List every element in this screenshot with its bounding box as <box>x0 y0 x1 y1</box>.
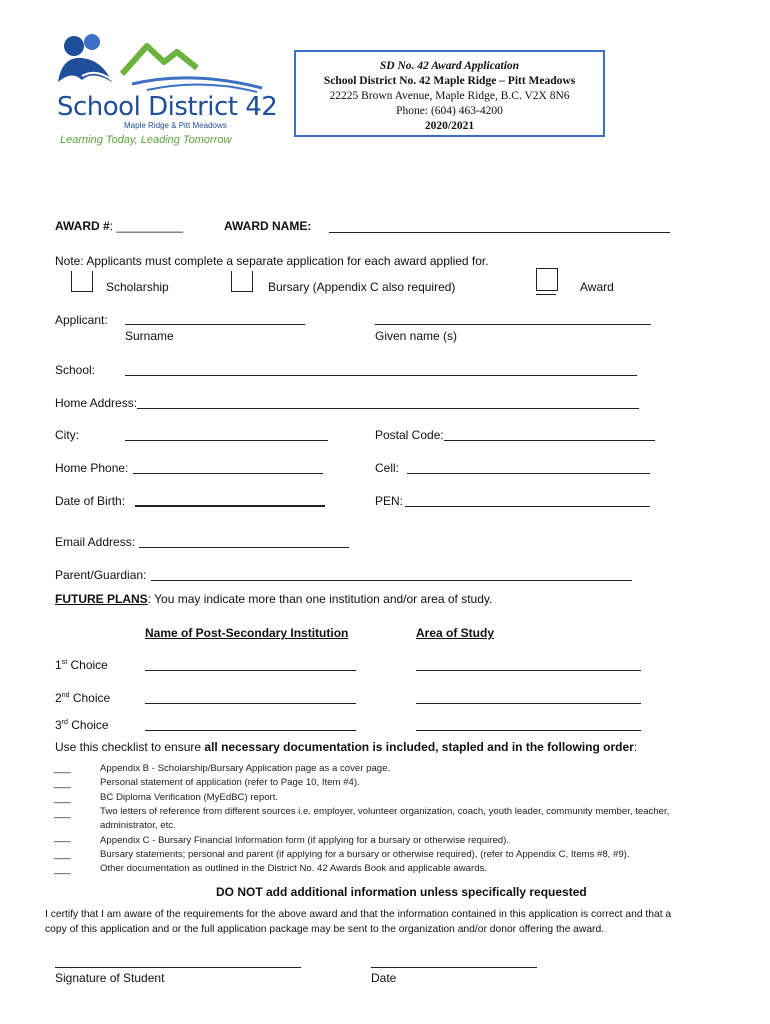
note-text: Note: Applicants must complete a separate application for each award applied for. <box>55 254 489 268</box>
award-name-line[interactable] <box>329 232 670 233</box>
given-name-line[interactable] <box>375 324 651 325</box>
signature-line[interactable] <box>55 967 301 968</box>
signature-label: Signature of Student <box>55 971 165 985</box>
date-line[interactable] <box>371 967 537 968</box>
certify-line-2: copy of this application and or the full application package may be sent to the organization and/or donor offering the award. <box>45 924 605 935</box>
date-label: Date <box>371 971 397 985</box>
surname-label: Surname <box>125 329 174 343</box>
award-number-blank: : __________ <box>109 219 184 233</box>
choice-2-institution-line[interactable] <box>145 703 356 704</box>
check-blank[interactable]: ___ <box>54 763 71 774</box>
city-label: City: <box>55 428 79 442</box>
check-blank[interactable]: ___ <box>54 793 71 804</box>
check-blank[interactable]: ___ <box>54 849 71 860</box>
award-number-field[interactable] <box>55 219 183 233</box>
choice-3-institution-line[interactable] <box>145 730 356 731</box>
checklist-item: administrator, etc. <box>100 820 176 831</box>
header-box <box>294 50 605 137</box>
cell-label: Cell: <box>375 461 400 475</box>
home-phone-label: Home Phone: <box>55 461 129 475</box>
logo-graphic-icon <box>52 32 267 96</box>
certify-line-1: I certify that I am aware of the requirements for the above award and that the information contained in this application is correct and that a <box>45 909 672 920</box>
school-label: School: <box>55 363 96 377</box>
checklist-item: Other documentation as outlined in the District No. 42 Awards Book and applicable awards. <box>100 863 487 874</box>
logo-name: School District 42 <box>57 92 278 122</box>
dob-line[interactable] <box>135 505 325 507</box>
school-line[interactable] <box>125 375 637 376</box>
checklist-item: Bursary statements; personal and parent (if applying for a bursary or otherwise required), (refer to Appendix C, Items #8, #9). <box>100 849 630 860</box>
award-number-label: AWARD # <box>55 219 110 233</box>
choice-2-label: 2nd Choice <box>55 691 111 705</box>
scholarship-checkbox[interactable] <box>71 271 93 292</box>
choice-1-institution-line[interactable] <box>145 670 356 671</box>
choice-1-area-line[interactable] <box>416 670 641 671</box>
choice-2-area-line[interactable] <box>416 703 641 704</box>
checklist-item: Appendix C - Bursary Financial Information form (if applying for a bursary or otherwise required). <box>100 835 509 846</box>
header-district: School District No. 42 Maple Ridge – Pitt Meadows <box>323 75 576 87</box>
logo-tagline: Learning Today, Leading Tomorrow <box>60 134 232 146</box>
choice-1-label: 1st Choice <box>55 658 108 672</box>
cell-line[interactable] <box>407 473 650 474</box>
city-line[interactable] <box>125 440 328 441</box>
header-phone: Phone: (604) 463-4200 <box>396 105 503 117</box>
parent-label: Parent/Guardian: <box>55 568 147 582</box>
bursary-label: Bursary (Appendix C also required) <box>268 280 456 294</box>
header-address: 22225 Brown Avenue, Maple Ridge, B.C. V2X 8N6 <box>329 90 570 102</box>
home-address-line[interactable] <box>137 408 639 409</box>
pen-line[interactable] <box>405 506 650 507</box>
bursary-checkbox[interactable] <box>231 271 253 292</box>
header-title: SD No. 42 Award Application <box>379 60 520 72</box>
checklist-item: Appendix B - Scholarship/Bursary Application page as a cover page. <box>100 763 391 774</box>
parent-line[interactable] <box>151 580 632 581</box>
warning-text: DO NOT add additional information unless specifically requested <box>216 885 587 899</box>
email-label: Email Address: <box>55 535 136 549</box>
choice-3-area-line[interactable] <box>416 730 641 731</box>
institution-header: Name of Post-Secondary Institution <box>145 626 349 640</box>
checklist-item: BC Diploma Verification (MyEdBC) report. <box>100 792 279 803</box>
award-checkbox[interactable] <box>536 268 558 291</box>
award-type-label: Award <box>580 280 614 294</box>
surname-line[interactable] <box>125 324 305 325</box>
home-address-label: Home Address: <box>55 396 138 410</box>
dob-label: Date of Birth: <box>55 494 126 508</box>
future-plans-label: FUTURE PLANS <box>55 592 148 606</box>
applicant-label: Applicant: <box>55 313 108 327</box>
award-checkbox-line <box>536 294 556 295</box>
logo-subtitle: Maple Ridge & Pitt Meadows <box>124 121 227 130</box>
postal-code-label: Postal Code: <box>375 428 444 442</box>
pen-label: PEN: <box>375 494 404 508</box>
scholarship-label: Scholarship <box>106 280 169 294</box>
area-of-study-header: Area of Study <box>416 626 495 640</box>
checklist-item: Two letters of reference from different sources i.e. employer, volunteer organization, coach, youth leader, community member, teacher, <box>100 806 670 817</box>
given-name-label: Given name (s) <box>375 329 458 343</box>
checklist-intro: Use this checklist to ensure all necessary documentation is included, stapled and in the following order: <box>55 740 638 754</box>
check-blank[interactable]: ___ <box>54 778 71 789</box>
check-blank[interactable]: ___ <box>54 832 71 843</box>
future-plans <box>55 592 492 606</box>
home-phone-line[interactable] <box>133 473 323 474</box>
check-blank[interactable]: ___ <box>54 808 71 819</box>
check-blank[interactable]: ___ <box>54 864 71 875</box>
award-name-label: AWARD NAME: <box>224 219 312 233</box>
email-line[interactable] <box>139 547 349 548</box>
choice-3-label: 3rd Choice <box>55 718 109 732</box>
header-year: 2020/2021 <box>424 120 475 132</box>
future-plans-text: : You may indicate more than one institution and/or area of study. <box>147 592 493 606</box>
postal-code-line[interactable] <box>444 440 655 441</box>
checklist-item: Personal statement of application (refer to Page 10, Item #4). <box>100 777 360 788</box>
